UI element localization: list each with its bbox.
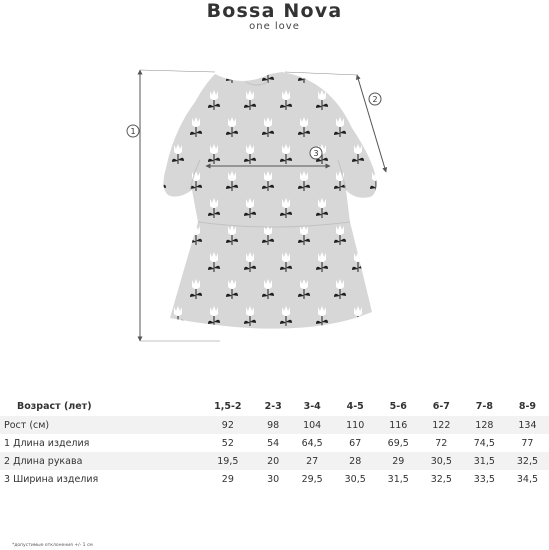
table-cell: 29	[377, 452, 420, 470]
table-cell: 72	[435, 437, 448, 449]
table-row-length	[0, 434, 549, 452]
measure-label-3: 3	[313, 149, 319, 158]
size-table-header	[0, 396, 549, 416]
tulip-motif	[226, 63, 238, 83]
table-cell: 52	[221, 437, 234, 449]
header-size: 3-4	[303, 400, 321, 412]
row-label: Рост (см)	[0, 416, 200, 434]
tulip-motif	[154, 63, 166, 83]
table-cell: 33,5	[473, 473, 495, 485]
header-size: 6-7	[432, 400, 450, 412]
brand-logo: Bossa Nova	[206, 0, 343, 22]
tulip-motif	[172, 198, 184, 218]
table-cell: 19,5	[200, 452, 256, 470]
tolerance-footnote: *допустимые отклонения +/- 1 см	[12, 543, 93, 548]
table-cell: 30	[267, 473, 280, 485]
table-cell: 92	[200, 416, 256, 434]
table-cell: 128	[463, 416, 506, 434]
table-cell: 104	[291, 416, 334, 434]
row-label: 3 Ширина изделия	[4, 473, 99, 485]
tulip-motif	[190, 63, 202, 83]
table-cell: 134	[506, 416, 549, 434]
table-cell: 116	[377, 416, 420, 434]
table-cell: 27	[291, 452, 334, 470]
table-cell: 32,5	[430, 473, 452, 485]
tulip-motif	[352, 198, 364, 218]
tulip-motif	[172, 90, 184, 110]
table-cell: 31,5	[463, 452, 506, 470]
table-cell: 31,5	[387, 473, 409, 485]
table-row-sleeve	[0, 452, 549, 470]
tulip-motif	[370, 279, 382, 299]
table-cell: 34,5	[516, 473, 539, 485]
table-cell: 98	[256, 416, 291, 434]
measure-label-1: 1	[130, 127, 136, 136]
table-cell: 20	[256, 452, 291, 470]
header-size: 1,5-2	[214, 400, 242, 412]
measure-label-2: 2	[372, 95, 378, 104]
table-row-height	[0, 416, 549, 434]
table-cell: 30,5	[420, 452, 463, 470]
table-cell: 122	[420, 416, 463, 434]
header-age: Возраст (лет)	[17, 400, 92, 412]
dress-image	[154, 63, 382, 329]
header-size: 8-9	[518, 400, 537, 412]
tulip-motif	[154, 279, 166, 299]
tulip-motif	[370, 63, 382, 83]
tulip-motif	[154, 117, 166, 137]
table-cell: 54	[267, 437, 280, 449]
table-cell: 29,5	[301, 473, 323, 485]
row-label: 1 Длина изделия	[4, 437, 90, 449]
tulip-motif	[154, 225, 166, 245]
table-cell: 69,5	[387, 437, 409, 449]
table-cell: 32,5	[506, 452, 549, 470]
table-cell: 29	[221, 473, 234, 485]
brand-tagline: one love	[249, 21, 300, 32]
header-size: 5-6	[389, 400, 407, 412]
tulip-motif	[370, 117, 382, 137]
header-size: 4-5	[346, 400, 364, 412]
table-cell: 110	[334, 416, 377, 434]
table-cell: 28	[334, 452, 377, 470]
header-size: 2-3	[264, 400, 282, 412]
tulip-motif	[334, 63, 346, 83]
table-cell: 77	[521, 437, 534, 449]
table-cell: 67	[349, 437, 362, 449]
table-cell: 64,5	[301, 437, 323, 449]
tulip-motif	[172, 252, 184, 272]
row-label: 2 Длина рукава	[0, 452, 200, 470]
table-cell: 30,5	[344, 473, 366, 485]
size-table	[0, 396, 549, 488]
table-row-width	[0, 470, 549, 488]
table-cell: 74,5	[473, 437, 495, 449]
tulip-motif	[370, 225, 382, 245]
header-size: 7-8	[475, 400, 493, 412]
